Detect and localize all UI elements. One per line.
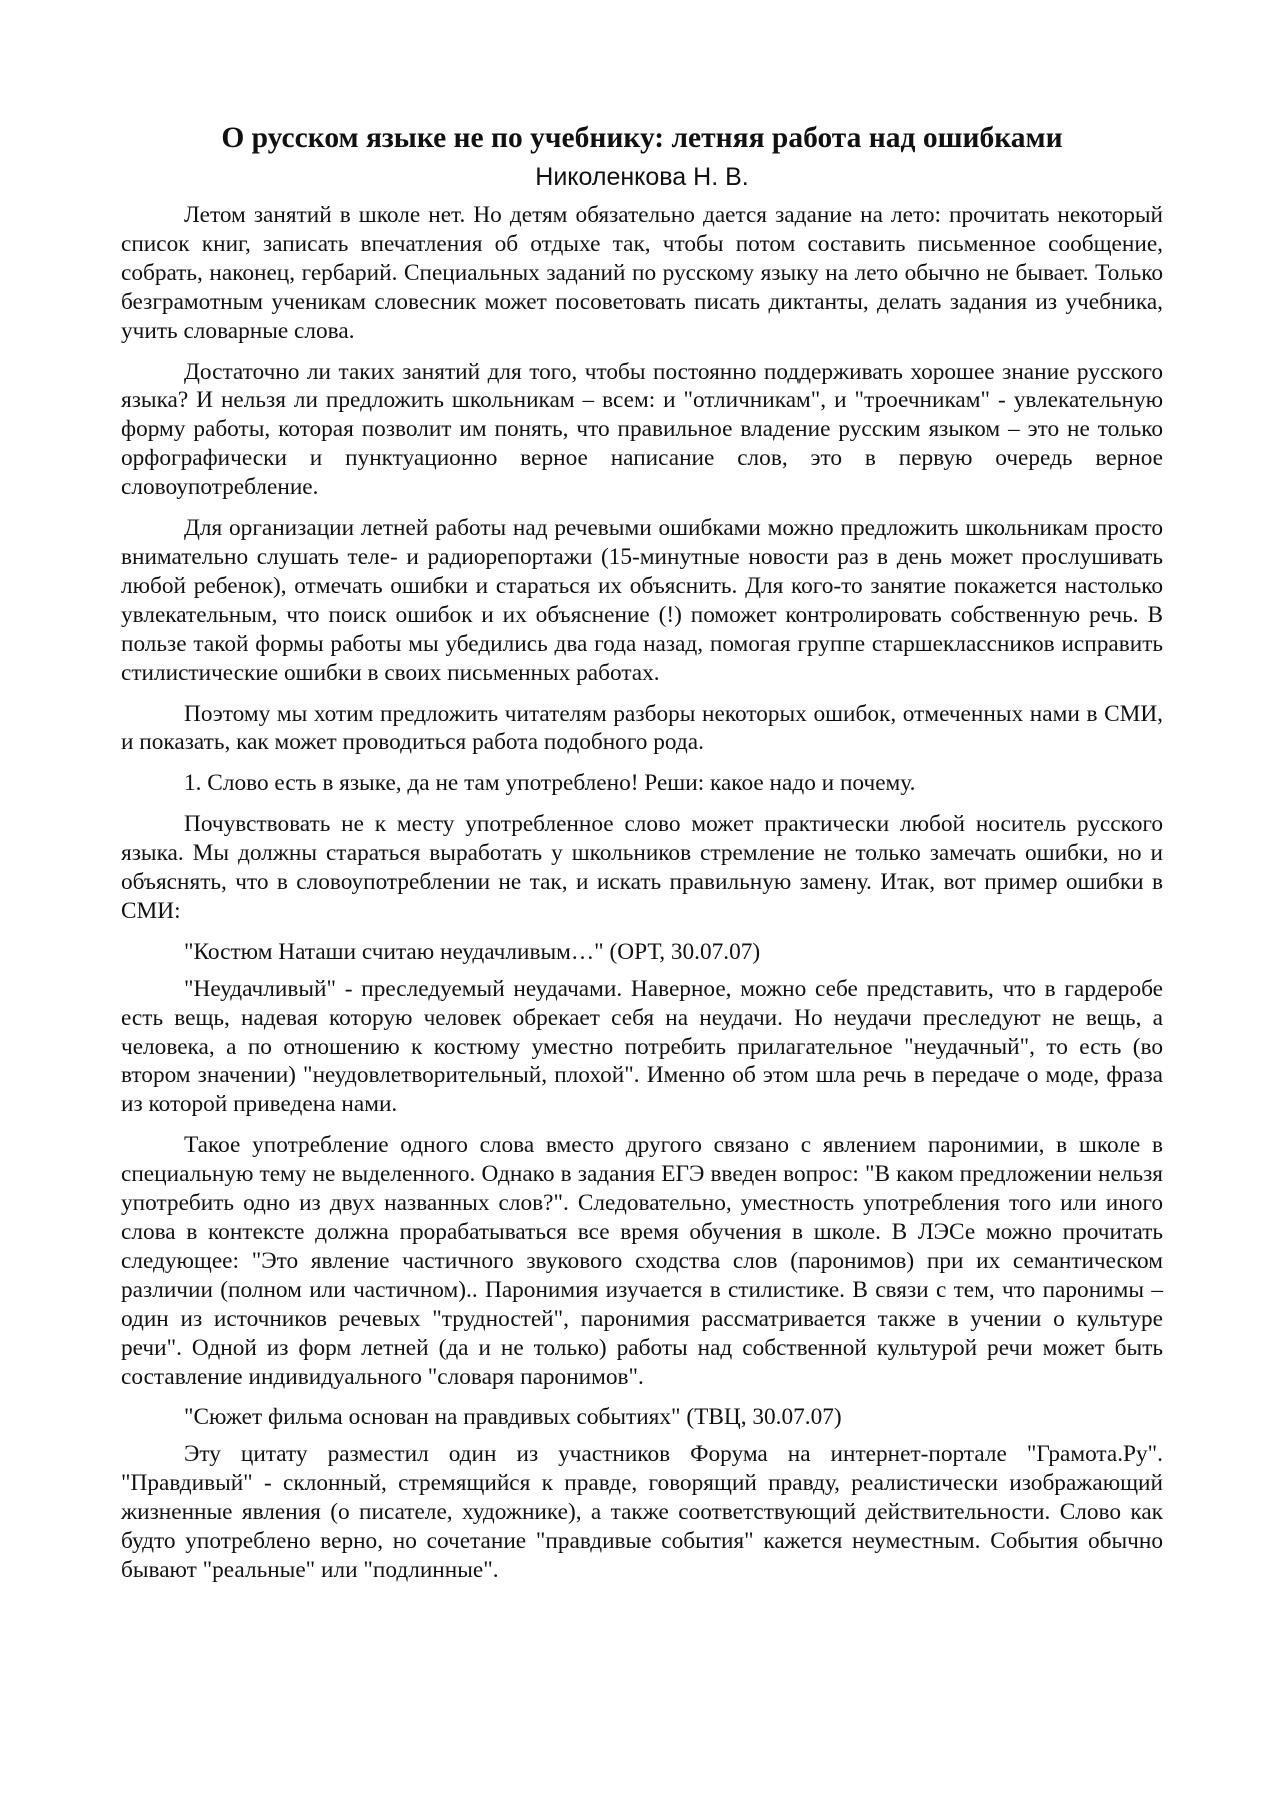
paragraph-1: Летом занятий в школе нет. Но детям обязательно дается задание на лето: прочитать некоторый список книг, записать впечатления об отдыхе так, чтобы потом составить письменное сообщение, собрать, наконец, гербарий. Специальных заданий по русскому языку на лето обычно не бывает. Только безграмотным ученикам словесник может посоветовать писать диктанты, делать задания из учебника, учить словарные слова. [121,202,1163,344]
author-name: Николенкова Н. В. [535,163,749,191]
document-page [121,120,1163,1597]
paragraph-4: Поэтому мы хотим предложить читателям разборы некоторых ошибок, отмеченных нами в СМИ, и показать, как может проводиться работа подобного рода. [121,700,1163,756]
quote-1: "Костюм Наташи считаю неудачливым…" (ОРТ, 30.07.07) [184,938,761,965]
paragraph-7: Такое употребление одного слова вместо другого связано с явлением паронимии, в школе в специальную тему не выделенного. Однако в задания ЕГЭ введен вопрос: "В каком предложении нельзя употребить одно из двух названных слов?". Следовательно, уместность употребления того или иного слова в контексте должна прорабатываться все время обучения в школе. В ЛЭСе можно прочитать следующее: "Это явление частичного звукового сходства слов (паронимов) при их семантическом различии (полном или частичном).. Паронимия изучается в стилистике. В связи с тем, что паронимы – один из источников речевых "трудностей", паронимия рассматривается также в учении о культуре речи". Одной из форм летней (да и не только) работы над собственной культурой речи может быть составление индивидуального "словаря паронимов". [121,1132,1163,1390]
document-title: О русском языке не по учебнику: летняя работа над ошибками [221,122,1063,154]
paragraph-8: Эту цитату разместил один из участников Форума на интернет-портале "Грамота.Ру". "Правдивый" - склонный, стремящийся к правде, говорящий правду, реалистически изображающий жизненные явления (о писателе, художнике), а также соответствующий действительности. Слово как будто употреблено верно, но сочетание "правдивые события" кажется неуместным. События обычно бывают "реальные" или "подлинные". [121,1441,1163,1583]
paragraph-3: Для организации летней работы над речевыми ошибками можно предложить школьникам просто внимательно слушать теле- и радиорепортажи (15-минутные новости раз в день может прослушивать любой ребенок), отмечать ошибки и стараться их объяснить. Для кого-то занятие покажется настолько увлекательным, что поиск ошибок и их объяснение (!) поможет контролировать собственную речь. В пользе такой формы работы мы убедились два года назад, помогая группе старшеклассников исправить стилистические ошибки в своих письменных работах. [121,515,1163,686]
paragraph-2: Достаточно ли таких занятий для того, чтобы постоянно поддерживать хорошее знание русского языка? И нельзя ли предложить школьникам – всем: и "отличникам", и "троечникам" - увлекательную форму работы, которая позволит им понять, что правильное владение русским языком – это не только орфографически и пунктуационно верное написание слов, это в первую очередь верное словоупотребление. [121,358,1163,501]
paragraph-6: "Неудачливый" - преследуемый неудачами. Наверное, можно себе представить, что в гардеробе есть вещь, надевая которую человек обрекает себя на неудачи. Но неудачи преследуют не вещь, а человека, а по отношению к костюму уместно потребить прилагательное "неудачный", то есть (во втором значении) "неудовлетворительный, плохой". Именно об этом шла речь в передаче о моде, фраза из которой приведена нами. [121,975,1163,1118]
quote-2: "Сюжет фильма основан на правдивых событиях" (ТВЦ, 30.07.07) [184,1404,842,1431]
paragraph-5: Почувствовать не к месту употребленное слово может практически любой носитель русского языка. Мы должны стараться выработать у школьников стремление не только замечать ошибки, но и объяснять, что в словоупотреблении не так, и искать правильную замену. Итак, вот пример ошибки в СМИ: [121,811,1163,924]
section-heading-1: 1. Слово есть в языке, да не там употреблено! Реши: какое надо и почему. [184,770,916,797]
